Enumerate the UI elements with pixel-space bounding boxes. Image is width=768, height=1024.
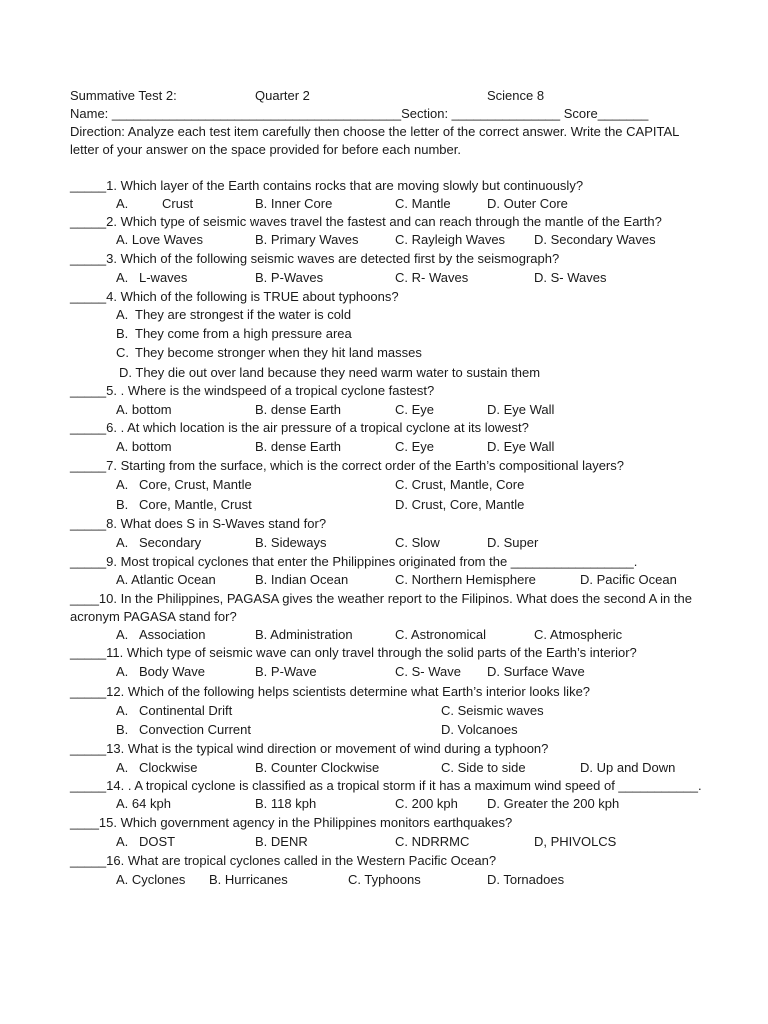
question-7-option-c: C. Crust, Mantle, Core: [395, 477, 525, 492]
question-11-option-a-letter: A.: [116, 664, 129, 679]
question-6-stem: _____6. . At which location is the air pressure of a tropical cyclone at its lowest?: [70, 420, 529, 435]
question-16-option-b: B. Hurricanes: [209, 872, 288, 887]
question-3-option-c: C. R- Waves: [395, 270, 469, 285]
question-2-stem: _____2. Which type of seismic waves travel the fastest and can reach through the mantle of the Earth?: [70, 214, 662, 229]
question-7-option-a-letter: A.: [116, 477, 129, 492]
question-12-option-b-text: Convection Current: [139, 722, 251, 737]
question-2-option-a: A. Love Waves: [116, 232, 203, 247]
question-5-option-c: C. Eye: [395, 402, 435, 417]
question-14-option-a: A. 64 kph: [116, 796, 171, 811]
subject-label: Science 8: [487, 88, 545, 103]
question-10-option-d: C. Atmospheric: [534, 627, 623, 642]
direction-line-2: letter of your answer on the space provided for before each number.: [70, 142, 461, 157]
question-12-option-b-letter: B.: [116, 722, 129, 737]
question-3-option-d: D. S- Waves: [534, 270, 607, 285]
question-1-option-d: D. Outer Core: [487, 196, 568, 211]
quarter-label: Quarter 2: [255, 88, 310, 103]
question-3-stem: _____3. Which of the following seismic waves are detected first by the seismograph?: [70, 251, 560, 266]
question-13-stem: _____13. What is the typical wind direction or movement of wind during a typhoon?: [70, 741, 549, 756]
name-section-score-line: Name: ________________________________________Section: _______________ Score_______: [70, 106, 649, 121]
question-3-option-a-text: L-waves: [139, 270, 188, 285]
question-10-option-a-text: Association: [139, 627, 206, 642]
question-6-option-c: C. Eye: [395, 439, 435, 454]
question-16-option-c: C. Typhoons: [348, 872, 421, 887]
question-3-option-a-letter: A.: [116, 270, 129, 285]
question-8-option-a-text: Secondary: [139, 535, 202, 550]
question-13-option-a-letter: A.: [116, 760, 129, 775]
question-7-option-d: D. Crust, Core, Mantle: [395, 497, 525, 512]
question-2-option-b: B. Primary Waves: [255, 232, 359, 247]
question-16-option-d: D. Tornadoes: [487, 872, 565, 887]
direction-line-1: Direction: Analyze each test item carefully then choose the letter of the correct answer. Write the CAPITAL: [70, 124, 680, 139]
question-11-option-d: D. Surface Wave: [487, 664, 585, 679]
question-6-option-b: B. dense Earth: [255, 439, 341, 454]
question-11-option-c: C. S- Wave: [395, 664, 461, 679]
question-7-option-b-text: Core, Mantle, Crust: [139, 497, 252, 512]
question-16-option-a: A. Cyclones: [116, 872, 186, 887]
question-13-option-c: C. Side to side: [441, 760, 526, 775]
question-8-option-d: D. Super: [487, 535, 539, 550]
question-13-option-b: B. Counter Clockwise: [255, 760, 380, 775]
question-6-option-d: D. Eye Wall: [487, 439, 555, 454]
question-6-option-a: A. bottom: [116, 439, 172, 454]
question-8-option-b: B. Sideways: [255, 535, 327, 550]
test-title: Summative Test 2:: [70, 88, 177, 103]
question-4-option-d: D. They die out over land because they need warm water to sustain them: [119, 365, 541, 380]
question-4-option-b-letter: B.: [116, 326, 129, 341]
question-7-option-b-letter: B.: [116, 497, 129, 512]
question-15-option-a-text: DOST: [139, 834, 176, 849]
question-12-stem: _____12. Which of the following helps scientists determine what Earth’s interior looks like?: [70, 684, 591, 699]
question-9-option-c: C. Northern Hemisphere: [395, 572, 536, 587]
question-15-option-a-letter: A.: [116, 834, 129, 849]
question-10-stem: ____10. In the Philippines, PAGASA gives the weather report to the Filipinos. What does the second A in the: [70, 591, 692, 606]
question-2-option-c: C. Rayleigh Waves: [395, 232, 506, 247]
question-10-option-c: C. Astronomical: [395, 627, 487, 642]
question-14-option-c: C. 200 kph: [395, 796, 458, 811]
question-15-option-d: D, PHIVOLCS: [534, 834, 617, 849]
question-14-option-b: B. 118 kph: [255, 796, 317, 811]
question-13-option-a-text: Clockwise: [139, 760, 198, 775]
question-10-option-b: B. Administration: [255, 627, 353, 642]
question-10-option-a-letter: A.: [116, 627, 129, 642]
question-7-option-a-text: Core, Crust, Mantle: [139, 477, 252, 492]
question-15-option-c: C. NDRRMC: [395, 834, 470, 849]
question-8-option-c: C. Slow: [395, 535, 440, 550]
question-12-option-a-text: Continental Drift: [139, 703, 233, 718]
question-10-stem-continued: acronym PAGASA stand for?: [70, 609, 237, 624]
question-11-option-a-text: Body Wave: [139, 664, 205, 679]
question-15-option-b: B. DENR: [255, 834, 308, 849]
question-11-option-b: B. P-Wave: [255, 664, 317, 679]
question-13-option-d: D. Up and Down: [580, 760, 676, 775]
question-5-option-b: B. dense Earth: [255, 402, 341, 417]
question-2-option-d: D. Secondary Waves: [534, 232, 656, 247]
question-1-option-c: C. Mantle: [395, 196, 451, 211]
question-5-option-d: D. Eye Wall: [487, 402, 555, 417]
question-4-option-c-text: They become stronger when they hit land masses: [135, 345, 422, 360]
question-5-stem: _____5. . Where is the windspeed of a tropical cyclone fastest?: [70, 383, 435, 398]
question-9-option-b: B. Indian Ocean: [255, 572, 349, 587]
question-3-option-b: B. P-Waves: [255, 270, 324, 285]
question-9-option-a: A. Atlantic Ocean: [116, 572, 216, 587]
question-1-option-a-text: Crust: [162, 196, 194, 211]
question-4-option-a-letter: A.: [116, 307, 129, 322]
question-5-option-a: A. bottom: [116, 402, 172, 417]
question-11-stem: _____11. Which type of seismic wave can only travel through the solid parts of the Earth’s interior?: [70, 645, 637, 660]
question-4-option-c-letter: C.: [116, 345, 129, 360]
question-4-stem: _____4. Which of the following is TRUE about typhoons?: [70, 289, 399, 304]
question-15-stem: ____15. Which government agency in the Philippines monitors earthquakes?: [70, 815, 513, 830]
question-14-option-d: D. Greater the 200 kph: [487, 796, 620, 811]
question-12-option-a-letter: A.: [116, 703, 129, 718]
question-1-stem: _____1. Which layer of the Earth contains rocks that are moving slowly but continuously?: [70, 178, 584, 193]
question-9-option-d: D. Pacific Ocean: [580, 572, 677, 587]
question-14-stem: _____14. . A tropical cyclone is classified as a tropical storm if it has a maximum wind speed of ___________.: [70, 778, 702, 793]
question-9-stem: _____9. Most tropical cyclones that enter the Philippines originated from the _________________.: [70, 554, 638, 569]
question-1-option-b: B. Inner Core: [255, 196, 333, 211]
question-4-option-a-text: They are strongest if the water is cold: [135, 307, 352, 322]
question-12-option-d: D. Volcanoes: [441, 722, 518, 737]
question-8-stem: _____8. What does S in S-Waves stand for?: [70, 516, 327, 531]
question-8-option-a-letter: A.: [116, 535, 129, 550]
question-12-option-c: C. Seismic waves: [441, 703, 544, 718]
question-1-option-a-letter: A.: [116, 196, 129, 211]
question-7-stem: _____7. Starting from the surface, which is the correct order of the Earth’s compositional layers?: [70, 458, 624, 473]
question-4-option-b-text: They come from a high pressure area: [135, 326, 352, 341]
question-16-stem: _____16. What are tropical cyclones called in the Western Pacific Ocean?: [70, 853, 497, 868]
